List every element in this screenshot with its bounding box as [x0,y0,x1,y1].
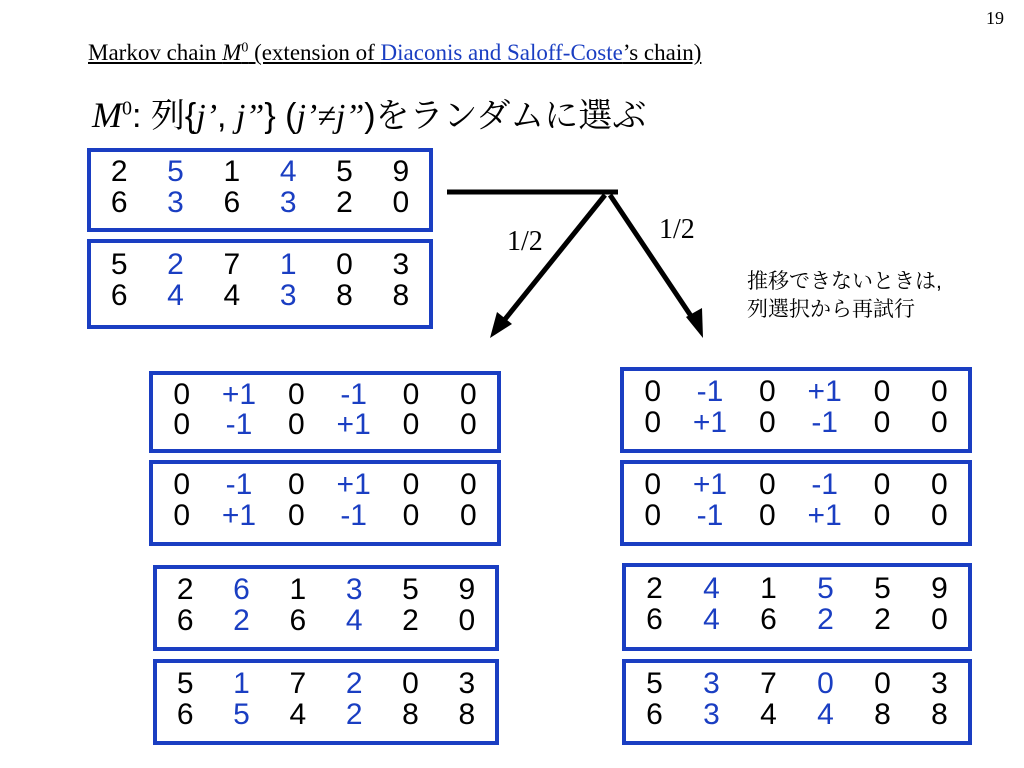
table-cell: 6 [289,603,307,637]
title-suffix: ’s chain) [622,40,702,65]
right-move-1 [620,367,972,453]
table-cell: 5 [817,571,834,605]
original-table-1 [87,148,433,232]
table-cell: 0 [287,468,305,501]
title-m: M [222,40,242,65]
table-cell: 0 [930,468,948,501]
retry-note [747,268,942,324]
subtitle-sup: 0 [122,97,132,120]
table-cell: -1 [225,408,253,442]
table-cell: 0 [392,186,410,220]
subtitle-text2: } ( [264,97,297,135]
table-cell: 2 [874,602,891,636]
table-cell: +1 [336,408,371,442]
table-cell: 8 [336,279,353,313]
table-cell: 0 [458,603,476,637]
table-cell: 2 [345,667,363,700]
table-cell: 3 [931,667,948,700]
title-mid: (extension of [248,40,381,65]
table-cell: 0 [173,468,190,501]
table-cell: -1 [811,468,838,501]
table-cell: 7 [223,248,241,282]
right-result-table-2 [622,659,972,745]
table-cell: 3 [345,573,363,606]
retry-note-line2: 列選択から再試行 [747,298,915,321]
table-cell: 5 [167,155,184,189]
table-cell: 0 [402,667,419,700]
table-cell: 5 [233,697,250,731]
table-cell: 0 [758,405,776,439]
left-probability: 1/2 [507,226,543,257]
left-move-1 [149,371,501,453]
table-cell: 2 [167,248,184,282]
title-sup: 0 [241,40,249,56]
table-cell: 7 [289,667,307,700]
table-cell: 0 [459,408,477,442]
table-cell: 0 [758,498,776,532]
table-cell: -1 [340,377,367,411]
table-cell: 0 [817,667,834,700]
table-cell: 1 [223,155,241,189]
subtitle-comma: , [217,97,236,135]
table-cell: +1 [692,405,728,439]
table-cell: 0 [459,377,477,411]
table-cell: +1 [692,468,728,501]
table-cell: 5 [110,248,128,282]
table-cell: 5 [336,155,353,189]
table-cell: 0 [287,498,305,532]
table-cell: 0 [173,377,190,411]
table-cell: -1 [225,468,253,501]
table-cell: 0 [402,468,420,501]
table-cell: 3 [279,279,297,313]
table-cell: 1 [289,573,307,606]
table-cell: 0 [287,408,305,442]
table-cell: 0 [459,468,477,501]
table-cell: 7 [760,667,777,700]
table-cell: 6 [760,602,777,636]
table-cell: 2 [176,573,194,606]
table-cell: 3 [392,248,410,282]
table-cell: 4 [345,603,363,637]
subtitle-cond: j’≠j” [296,98,365,135]
table-cell: 6 [233,573,250,606]
table-cell: 0 [402,408,420,442]
table-cell: 4 [279,155,297,189]
subtitle-colon: : [132,97,142,135]
table-cell: 0 [173,408,190,442]
table-cell: 8 [392,279,410,313]
table-cell: +1 [221,498,257,532]
table-cell: 0 [930,405,948,439]
table-cell: 0 [874,667,891,700]
table-cell: 2 [345,697,363,731]
left-arrow-shaft [502,195,605,323]
table-cell: 0 [873,498,891,532]
table-cell: 3 [703,697,720,731]
table-cell: 4 [223,279,241,313]
title-reference-link[interactable]: Diaconis and Saloff-Coste [380,40,623,65]
right-result-table-1 [622,563,972,651]
table-cell: 6 [646,697,663,731]
table-cell: 0 [459,498,477,532]
table-cell: 3 [703,667,720,700]
table-cell: 1 [233,667,250,700]
table-cell: -1 [696,375,724,408]
table-cell: 5 [646,667,663,700]
table-cell: +1 [807,498,842,532]
table-cell: 6 [223,186,241,220]
table-cell: -1 [696,498,724,532]
table-cell: 1 [279,248,297,282]
table-cell: 4 [760,697,777,731]
table-cell: 3 [279,186,297,220]
table-cell: +1 [807,375,842,408]
table-cell: -1 [340,498,367,532]
table-cell: +1 [336,468,371,501]
table-cell: 9 [458,573,476,606]
table-cell: 2 [336,186,353,220]
subtitle-j2: j” [235,98,265,135]
table-cell: 0 [930,498,948,532]
title-prefix: Markov chain [88,40,223,65]
subtitle-m: M [92,95,122,135]
table-cell: 4 [289,697,307,731]
table-cell: 0 [287,377,305,411]
table-cell: 5 [402,573,419,606]
table-cell: 0 [758,375,776,408]
table-cell: 0 [173,498,190,532]
left-result-table-1 [153,565,499,651]
table-cell: 8 [874,697,891,731]
table-cell: 8 [458,697,476,731]
subtitle-text1: 列{ [141,97,197,135]
table-cell: -1 [811,405,838,439]
table-cell: 2 [402,603,419,637]
subtitle-text3: )をランダムに選ぶ [364,97,647,135]
table-cell: 2 [110,155,128,189]
page-number: 19 [986,8,1004,28]
table-cell: 1 [760,571,777,605]
table-cell: 0 [644,375,661,408]
right-probability: 1/2 [659,214,695,245]
table-cell: 4 [817,697,834,731]
table-cell: 0 [873,468,891,501]
table-cell: 9 [392,155,410,189]
table-cell: 0 [644,468,661,501]
table-cell: 2 [233,603,250,637]
table-cell: 0 [644,498,661,532]
subtitle-j1: j’ [196,98,218,135]
table-cell: 0 [873,375,891,408]
table-cell: 6 [176,603,194,637]
original-table-2 [87,239,433,329]
left-result-table-2 [153,659,499,745]
left-move-2 [149,460,501,546]
table-cell: 3 [458,667,476,700]
table-cell: 5 [874,571,891,605]
table-cell: 0 [644,405,661,439]
table-cell: 8 [931,697,948,731]
table-cell: 6 [646,602,663,636]
table-cell: 0 [873,405,891,439]
table-cell: 6 [176,697,194,731]
table-cell: 3 [167,186,184,220]
table-cell: 4 [703,571,720,605]
table-cell: 0 [931,602,948,636]
table-cell: 0 [758,468,776,501]
table-cell: +1 [221,377,257,411]
table-cell: 0 [336,248,353,282]
table-cell: 0 [402,498,420,532]
table-cell: 9 [931,571,948,605]
table-cell: 6 [110,279,128,313]
table-cell: 5 [176,667,194,700]
table-cell: 6 [110,186,128,220]
table-cell: 0 [930,375,948,408]
table-cell: 2 [817,602,834,636]
table-cell: 8 [402,697,419,731]
table-cell: 0 [402,377,420,411]
table-cell: 4 [703,602,720,636]
table-cell: 2 [646,571,663,605]
table-cell: 4 [167,279,184,313]
retry-note-line1: 推移できないときは, [747,270,942,293]
right-move-2 [620,460,972,546]
